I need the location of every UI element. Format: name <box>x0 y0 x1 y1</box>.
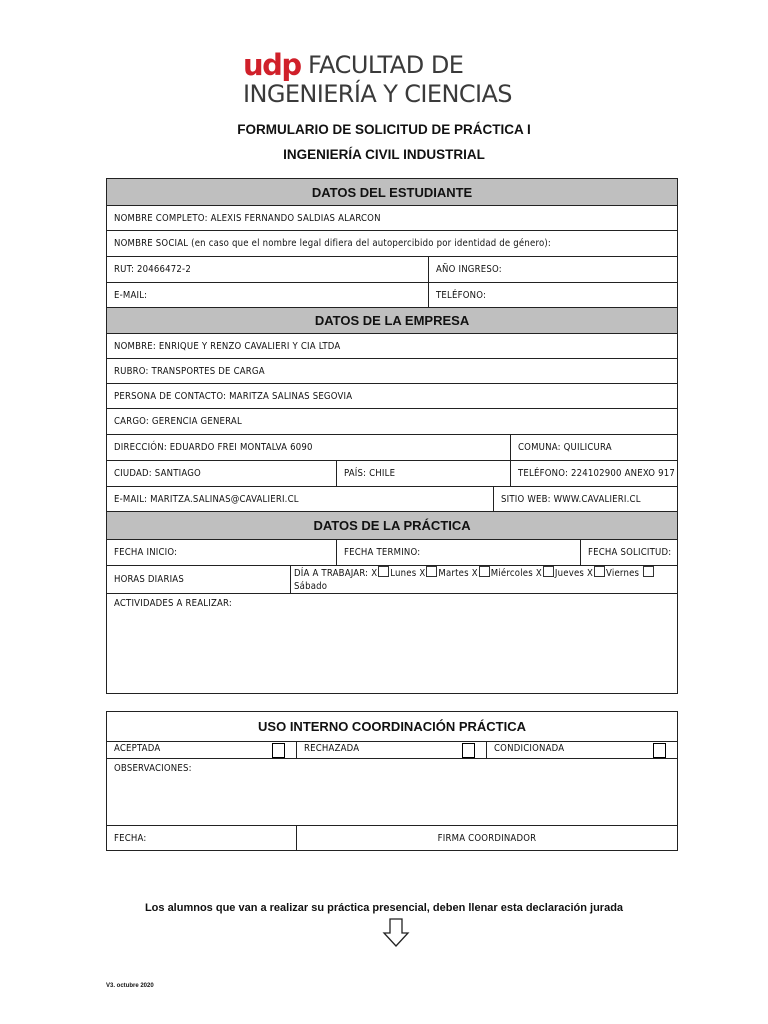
declaration-note: Los alumnos que van a realizar su práctica presencial, deben llenar esta declaración jurada <box>144 902 624 914</box>
checkbox[interactable] <box>643 566 654 577</box>
field-end-date[interactable]: FECHA TERMINO: <box>337 540 581 566</box>
field-student-email[interactable]: E-MAIL: <box>107 283 429 308</box>
field-rut[interactable]: RUT: 20466472-2 <box>107 257 429 283</box>
field-observations[interactable]: OBSERVACIONES: <box>107 759 678 826</box>
option-conditioned[interactable] <box>487 742 678 759</box>
field-student-phone[interactable]: TELÉFONO: <box>429 283 678 308</box>
day-option-monday[interactable] <box>371 568 416 579</box>
field-company-city[interactable]: CIUDAD: SANTIAGO <box>107 461 337 487</box>
accepted-label: ACEPTADA <box>114 742 161 754</box>
field-company-email[interactable]: E-MAIL: MARITZA.SALINAS@CAVALIERI.CL <box>107 487 494 512</box>
rejected-checkbox[interactable] <box>462 743 475 758</box>
work-days-label: DÍA A TRABAJAR: <box>294 568 369 579</box>
field-company-country[interactable]: PAÍS: CHILE <box>337 461 511 487</box>
logo-brand: udp <box>243 48 301 82</box>
field-coordinator-signature[interactable]: FIRMA COORDINADOR <box>297 826 678 851</box>
rejected-label: RECHAZADA <box>304 742 360 754</box>
down-arrow-icon <box>382 918 410 948</box>
day-option-thursday[interactable] <box>536 568 584 579</box>
form-subtitle: INGENIERÍA CIVIL INDUSTRIAL <box>283 147 485 162</box>
field-contact-position[interactable]: CARGO: GERENCIA GENERAL <box>107 409 678 435</box>
field-start-date[interactable]: FECHA INICIO: <box>107 540 337 566</box>
field-social-name[interactable]: NOMBRE SOCIAL (en caso que el nombre legal difiera del autopercibido por identidad de género): <box>107 231 678 257</box>
day-mark: X <box>471 568 478 579</box>
day-label: Jueves <box>554 568 585 579</box>
day-mark: X <box>535 568 542 579</box>
version-label: V3. octubre 2020 <box>106 983 154 989</box>
day-mark: X <box>371 568 378 579</box>
day-label: Sábado <box>294 581 328 592</box>
accepted-checkbox[interactable] <box>272 743 285 758</box>
field-company-industry[interactable]: RUBRO: TRANSPORTES DE CARGA <box>107 359 678 384</box>
section-heading-internal: USO INTERNO COORDINACIÓN PRÁCTICA <box>107 712 678 742</box>
conditioned-checkbox[interactable] <box>653 743 666 758</box>
day-label: Martes <box>438 568 469 579</box>
day-label: Viernes <box>606 568 640 579</box>
checkbox[interactable] <box>543 566 554 577</box>
checkbox[interactable] <box>378 566 389 577</box>
field-full-name[interactable]: NOMBRE COMPLETO: ALEXIS FERNANDO SALDIAS ALARCON <box>107 206 678 231</box>
field-company-address[interactable]: DIRECCIÓN: EDUARDO FREI MONTALVA 6090 <box>107 435 511 461</box>
section-heading-internship: DATOS DE LA PRÁCTICA <box>107 512 678 540</box>
day-option-wednesday[interactable] <box>472 568 533 579</box>
field-request-date[interactable]: FECHA SOLICITUD: <box>581 540 678 566</box>
field-activities[interactable]: ACTIVIDADES A REALIZAR: <box>107 594 678 694</box>
day-label: Lunes <box>390 568 417 579</box>
field-contact-person[interactable]: PERSONA DE CONTACTO: MARITZA SALINAS SEGOVIA <box>107 384 678 409</box>
student-request-form <box>106 178 678 694</box>
field-company-name[interactable]: NOMBRE: ENRIQUE Y RENZO CAVALIERI Y CIA LTDA <box>107 334 678 359</box>
day-label: Miércoles <box>490 568 533 579</box>
day-option-tuesday[interactable] <box>419 568 468 579</box>
field-company-website[interactable]: SITIO WEB: WWW.CAVALIERI.CL <box>494 487 678 512</box>
section-heading-student: DATOS DEL ESTUDIANTE <box>107 179 678 206</box>
option-accepted[interactable] <box>107 742 297 759</box>
internal-use-table <box>106 711 678 851</box>
section-heading-company: DATOS DE LA EMPRESA <box>107 308 678 334</box>
checkbox[interactable] <box>594 566 605 577</box>
form-title: FORMULARIO DE SOLICITUD DE PRÁCTICA I <box>237 122 531 137</box>
logo-faculty-line1: FACULTAD DE <box>308 51 464 79</box>
checkbox[interactable] <box>426 566 437 577</box>
conditioned-label: CONDICIONADA <box>494 742 565 754</box>
field-company-commune[interactable]: COMUNA: QUILICURA <box>511 435 678 461</box>
field-daily-hours[interactable]: HORAS DIARIAS <box>107 566 291 594</box>
checkbox[interactable] <box>479 566 490 577</box>
day-option-friday[interactable] <box>587 568 639 579</box>
field-work-days <box>291 566 678 594</box>
logo-faculty-line2: INGENIERÍA Y CIENCIAS <box>243 80 512 108</box>
option-rejected[interactable] <box>297 742 487 759</box>
field-company-phone[interactable]: TELÉFONO: 224102900 ANEXO 917 <box>511 461 678 487</box>
field-entry-year[interactable]: AÑO INGRESO: <box>429 257 678 283</box>
field-date[interactable]: FECHA: <box>107 826 297 851</box>
day-mark: X <box>586 568 594 579</box>
day-mark: X <box>419 568 426 579</box>
